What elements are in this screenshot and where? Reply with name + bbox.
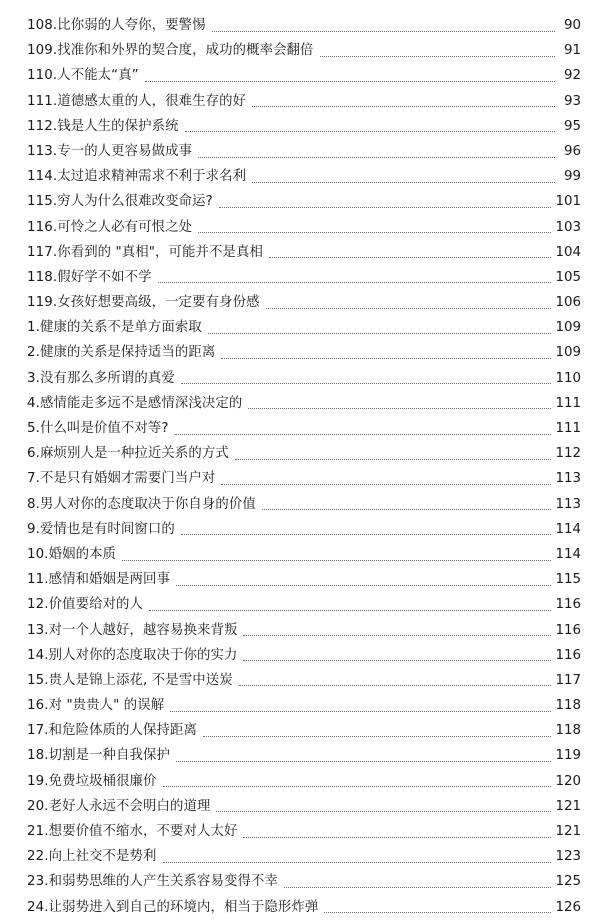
toc-entry[interactable]: [27, 895, 581, 920]
toc-entry-title: 111.道德感太重的人，很难生存的好: [27, 93, 247, 109]
toc-entry-title: 19.免费垃圾桶很廉价: [27, 773, 157, 789]
toc-entry-title: 18.切割是一种自我保护: [27, 748, 171, 764]
toc-entry-title: 108.比你弱的人夸你，要警惕: [27, 18, 206, 33]
toc-entry-title: 24.让弱势进入到自己的环境内，相当于隐形炸弹: [27, 899, 319, 915]
toc-entry[interactable]: [27, 769, 581, 794]
toc-page-number: 101: [555, 194, 581, 210]
toc-entry-title: 20.老好人永远不会明白的道理: [27, 798, 211, 814]
toc-entry-title: 16.对 "贵贵人" 的误解: [27, 698, 165, 714]
dot-leader: [248, 407, 551, 409]
dot-leader: [252, 105, 555, 107]
toc-page-number: 118: [555, 723, 581, 739]
dot-leader: [221, 357, 551, 359]
toc-page-number: 103: [555, 219, 581, 235]
toc-entry[interactable]: [27, 794, 581, 819]
toc-entry-title: 21.想要价值不缩水，不要对人太好: [27, 824, 238, 839]
toc-entry[interactable]: [27, 315, 581, 340]
toc-entry-title: 2.健康的关系是保持适当的距离: [27, 345, 216, 361]
toc-page-number: 95: [563, 118, 581, 134]
toc-page-number: 109: [555, 345, 581, 361]
toc-entry[interactable]: [27, 844, 581, 869]
toc-entry[interactable]: [27, 139, 581, 164]
toc-page-number: 125: [555, 874, 581, 890]
toc-entry[interactable]: [27, 89, 581, 114]
toc-entry-title: 114.太过追求精神需求不利于求名利: [27, 169, 247, 185]
toc-page-number: 116: [555, 597, 581, 613]
toc-page-number: 113: [555, 496, 581, 512]
toc-entry[interactable]: [27, 466, 581, 491]
toc-entry[interactable]: [27, 114, 581, 139]
toc-entry[interactable]: [27, 164, 581, 189]
toc-entry[interactable]: [27, 542, 581, 567]
toc-entry-title: 3.没有那么多所谓的真爱: [27, 370, 175, 386]
dot-leader: [170, 710, 551, 712]
toc-entry-title: 109.找准你和外界的契合度，成功的概率会翻倍: [27, 43, 314, 59]
toc-entry[interactable]: [27, 215, 581, 240]
dot-leader: [163, 785, 552, 787]
toc-entry-title: 113.专一的人更容易做成事: [27, 143, 193, 159]
toc-page-number: 111: [555, 395, 581, 411]
dot-leader: [216, 810, 551, 812]
dot-leader: [212, 30, 555, 32]
toc-entry[interactable]: [27, 618, 581, 643]
toc-entry[interactable]: [27, 567, 581, 592]
dot-leader: [262, 508, 552, 510]
toc-page-number: 116: [555, 622, 581, 638]
toc-page-number: 119: [555, 748, 581, 764]
toc-page-number: 121: [555, 798, 581, 814]
toc-entry-title: 15.贵人是锦上添花, 不是雪中送炭: [27, 672, 233, 688]
toc-entry-title: 23.和弱势思维的人产生关系容易变得不幸: [27, 874, 278, 890]
toc-entry-title: 22.向上社交不是势利: [27, 849, 157, 865]
toc-entry[interactable]: [27, 693, 581, 718]
toc-page-number: 92: [563, 68, 581, 84]
toc-page-number: 91: [563, 43, 581, 59]
toc-entry[interactable]: [27, 869, 581, 894]
toc-entry[interactable]: [27, 366, 581, 391]
toc-entry[interactable]: [27, 819, 581, 844]
toc-entry[interactable]: [27, 38, 581, 63]
dot-leader: [284, 886, 552, 888]
dot-leader: [163, 861, 552, 863]
toc-page-number: 106: [555, 295, 581, 311]
dot-leader: [243, 659, 551, 661]
toc-page-number: 112: [555, 446, 581, 462]
toc-page-number: 114: [555, 546, 581, 562]
toc-entry-title: 117.你看到的 "真相"，可能并不是真相: [27, 244, 263, 260]
dot-leader: [208, 332, 552, 334]
dot-leader: [252, 181, 555, 183]
toc-entry[interactable]: [27, 265, 581, 290]
toc-page-number: 90: [563, 18, 581, 33]
toc-page-number: 113: [555, 471, 581, 487]
dot-leader: [181, 533, 552, 535]
toc-entry-title: 12.价值要给对的人: [27, 597, 144, 613]
toc-page-number: 123: [555, 849, 581, 865]
toc-entry[interactable]: [27, 668, 581, 693]
dot-leader: [176, 760, 551, 762]
toc-entry[interactable]: [27, 290, 581, 315]
toc-page-number: 104: [555, 244, 581, 260]
dot-leader: [235, 458, 552, 460]
toc-page-number: 116: [555, 647, 581, 663]
toc-entry-title: 1.健康的关系不是单方面索取: [27, 320, 202, 336]
dot-leader: [243, 634, 551, 636]
toc-entry[interactable]: [27, 592, 581, 617]
toc-page-number: 111: [555, 421, 581, 436]
toc-entry[interactable]: [27, 492, 581, 517]
toc-entry[interactable]: [27, 63, 581, 88]
toc-entry[interactable]: [27, 718, 581, 743]
toc-entry[interactable]: [27, 340, 581, 365]
dot-leader: [176, 584, 551, 586]
toc-page-number: 115: [555, 572, 581, 588]
toc-page-number: 99: [563, 169, 581, 185]
toc-entry[interactable]: [27, 391, 581, 416]
toc-page-number: 110: [555, 370, 581, 386]
dot-leader: [219, 206, 552, 208]
dot-leader: [320, 55, 555, 57]
toc-entry-title: 112.钱是人生的保护系统: [27, 118, 179, 134]
toc-page-number: 121: [555, 824, 581, 839]
dot-leader: [198, 231, 551, 233]
toc-entry-title: 10.婚姻的本质: [27, 546, 117, 562]
toc-page-number: 120: [555, 773, 581, 789]
toc-entry[interactable]: [27, 643, 581, 668]
toc-entry[interactable]: [27, 13, 581, 38]
dot-leader: [243, 836, 551, 838]
toc-entry-title: 118.假好学不如不学: [27, 269, 152, 285]
toc-entry-title: 17.和危险体质的人保持距离: [27, 723, 197, 739]
toc-entry-title: 115.穷人为什么很难改变命运?: [27, 194, 213, 210]
toc-entry-title: 4.感情能走多远不是感情深浅决定的: [27, 395, 243, 411]
toc-entry-title: 6.麻烦别人是一种拉近关系的方式: [27, 446, 229, 462]
toc-entry-title: 5.什么叫是价值不对等?: [27, 421, 169, 436]
toc-page-number: 96: [563, 143, 581, 159]
toc-entry[interactable]: [27, 517, 581, 542]
dot-leader: [175, 433, 552, 435]
dot-leader: [221, 483, 551, 485]
toc-entry-title: 9.爱情也是有时间窗口的: [27, 521, 175, 537]
dot-leader: [198, 156, 555, 158]
toc-page-number: 126: [555, 899, 581, 915]
toc-entry[interactable]: [27, 743, 581, 768]
toc-entry-title: 11.感情和婚姻是两回事: [27, 572, 171, 588]
toc-entry-title: 7.不是只有婚姻才需要门当户对: [27, 471, 216, 487]
toc-page-number: 105: [555, 269, 581, 285]
toc-entry[interactable]: [27, 416, 581, 441]
dot-leader: [266, 307, 552, 309]
dot-leader: [269, 256, 551, 258]
toc-page-number: 93: [563, 93, 581, 109]
toc-entry-title: 119.女孩好想要高级，一定要有身份感: [27, 295, 260, 311]
dot-leader: [158, 281, 552, 283]
dot-leader: [181, 382, 552, 384]
dot-leader: [203, 735, 551, 737]
toc-page-number: 118: [555, 698, 581, 714]
dot-leader: [122, 559, 551, 561]
toc-entry-title: 8.男人对你的态度取决于你自身的价值: [27, 496, 256, 512]
dot-leader: [324, 911, 551, 913]
toc-entry[interactable]: [27, 189, 581, 214]
dot-leader: [239, 684, 552, 686]
toc-page-number: 114: [555, 521, 581, 537]
toc-page-number: 109: [555, 320, 581, 336]
toc-entry[interactable]: [27, 240, 581, 265]
toc-entry-title: 110.人不能太“真”: [27, 68, 139, 84]
dot-leader: [185, 130, 555, 132]
toc-entry-title: 13.对一个人越好，越容易换来背叛: [27, 622, 238, 638]
toc-entry-title: 116.可怜之人必有可恨之处: [27, 219, 193, 235]
toc-entry[interactable]: [27, 441, 581, 466]
toc-page-number: 117: [555, 672, 581, 688]
toc-entry-title: 14.别人对你的态度取决于你的实力: [27, 647, 238, 663]
dot-leader: [149, 609, 551, 611]
dot-leader: [145, 80, 555, 82]
